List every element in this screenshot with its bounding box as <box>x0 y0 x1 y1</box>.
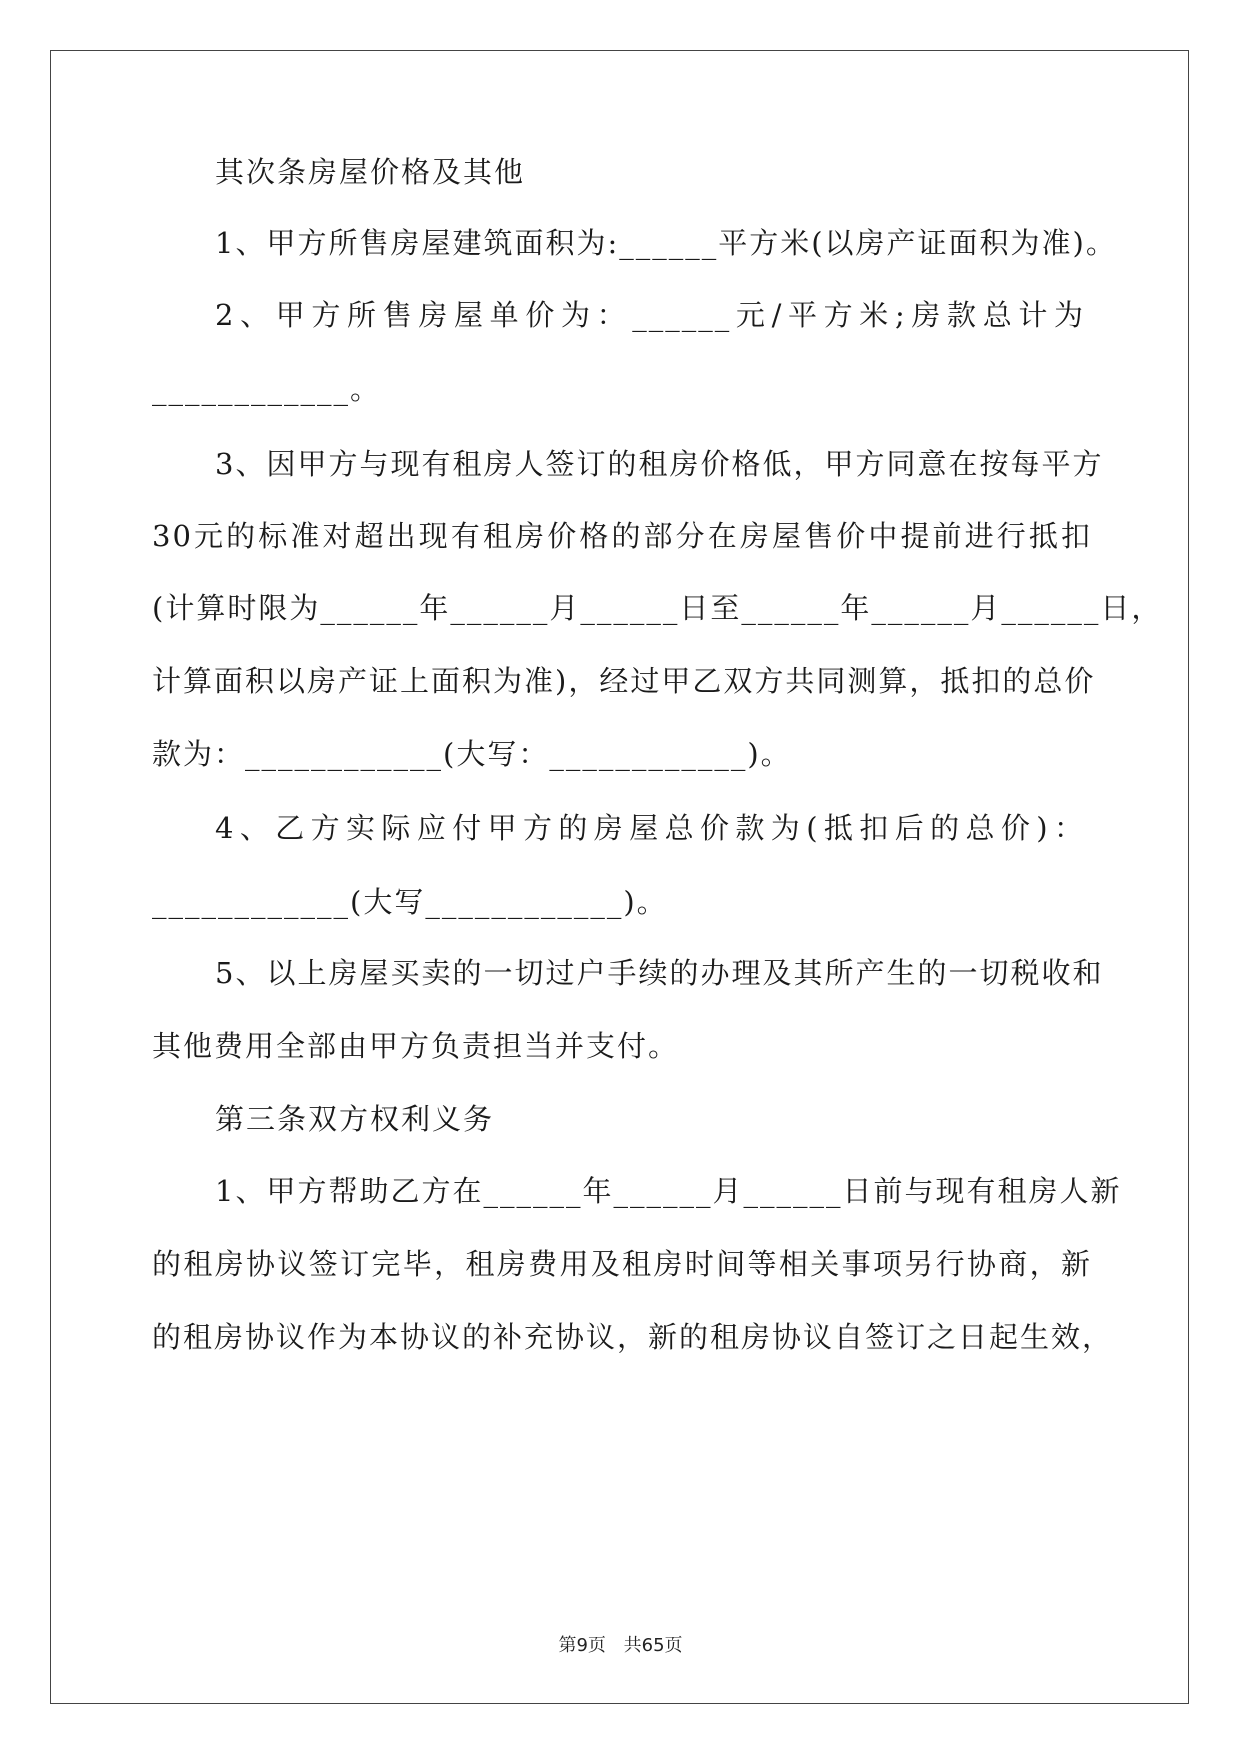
paragraph-line: 30元的标准对超出现有租房价格的部分在房屋售价中提前进行抵扣 <box>152 519 1092 553</box>
paragraph-line: ____________(大写____________)。 <box>152 885 668 919</box>
paragraph-line: ____________。 <box>152 372 382 406</box>
page-footer <box>0 1631 1241 1657</box>
paragraph-line: 2、甲方所售房屋单价为：______元/平方米;房款总计为 <box>215 298 1085 332</box>
paragraph-line: 的租房协议作为本协议的补充协议，新的租房协议自签订之日起生效， <box>152 1320 1114 1354</box>
paragraph-line: (计算时限为______年______月______日至______年______月______日， <box>152 591 1163 625</box>
paragraph-line: 5、以上房屋买卖的一切过户手续的办理及其所产生的一切税收和 <box>215 956 1104 990</box>
paragraph-line: 1、甲方帮助乙方在______年______月______日前与现有租房人新 <box>215 1174 1122 1208</box>
page-total: 共65页 <box>623 1635 683 1656</box>
paragraph-line: 计算面积以房产证上面积为准)，经过甲乙双方共同测算，抵扣的总价 <box>152 664 1096 698</box>
page-number: 第9页 <box>558 1635 606 1656</box>
paragraph-line: 4、乙方实际应付甲方的房屋总价款为(抵扣后的总价)： <box>215 811 1085 845</box>
section-heading: 其次条房屋价格及其他 <box>215 155 526 189</box>
paragraph-line: 款为：____________(大写：____________)。 <box>152 737 792 771</box>
paragraph-line: 其他费用全部由甲方负责担当并支付。 <box>152 1029 680 1063</box>
section-heading: 第三条双方权利义务 <box>215 1102 495 1136</box>
paragraph-line: 的租房协议签订完毕，租房费用及租房时间等相关事项另行协商，新 <box>152 1247 1092 1281</box>
paragraph-line: 3、因甲方与现有租房人签订的租房价格低，甲方同意在按每平方 <box>215 447 1104 481</box>
paragraph-line: 1、甲方所售房屋建筑面积为:______平方米(以房产证面积为准)。 <box>215 226 1117 260</box>
